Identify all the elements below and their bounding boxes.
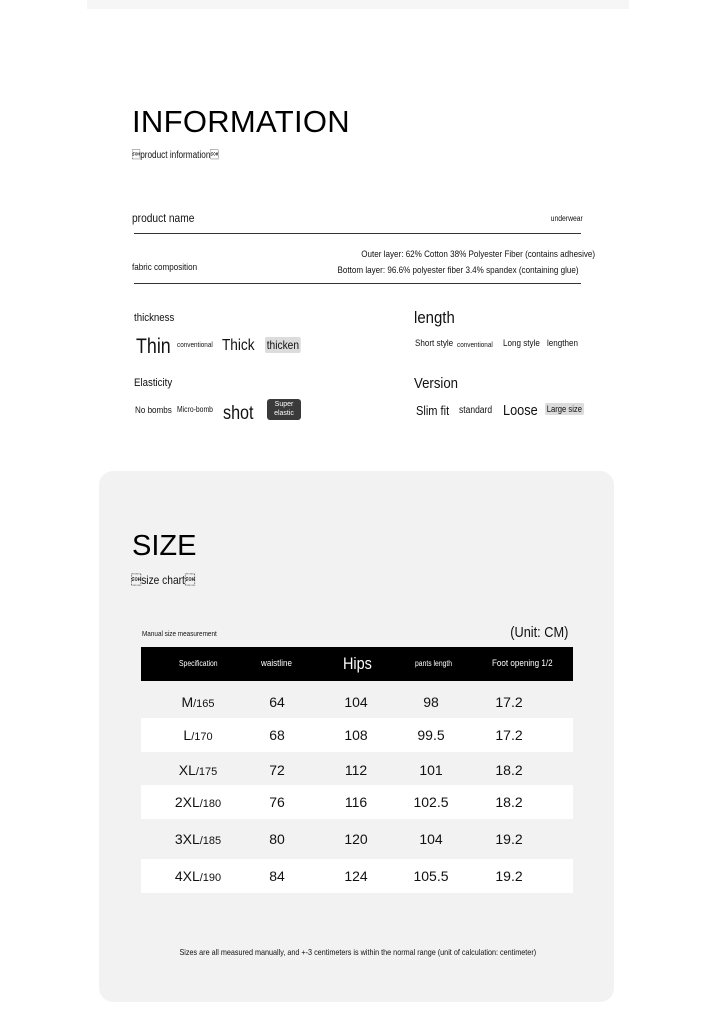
- cell-waist: 80: [269, 831, 285, 847]
- table-row: [141, 753, 573, 787]
- cell-hips: 124: [344, 868, 368, 884]
- cell-hips: 112: [344, 762, 368, 778]
- information-subtitle: product information: [132, 150, 219, 161]
- table-row: [141, 685, 573, 719]
- divider: [134, 233, 581, 234]
- cell-waist: 72: [269, 762, 285, 778]
- table-row: [141, 859, 573, 893]
- size-subtitle: size chart: [131, 573, 196, 587]
- version-option-slim-fit: Slim fit: [416, 403, 450, 418]
- divider: [134, 283, 581, 284]
- unit-label: (Unit: CM): [509, 624, 568, 641]
- cell-foot: 17.2: [495, 727, 523, 743]
- header-pants-length: pants length: [415, 659, 453, 668]
- table-row: [141, 822, 573, 856]
- elasticity-option-micro-bomb: Micro-bomb: [177, 405, 213, 414]
- cell-waist: 76: [269, 794, 285, 810]
- top-divider-bar: [87, 0, 629, 9]
- table-row: [141, 785, 573, 819]
- cell-hips: 116: [344, 794, 368, 810]
- elasticity-option-super-elastic-badge: [267, 399, 301, 420]
- cell-size: L/170: [183, 727, 213, 743]
- product-name-value: underwear: [550, 214, 583, 223]
- fabric-bottom-layer: Bottom layer: 96.6% polyester fiber 3.4% spandex (containing glue): [337, 265, 579, 276]
- cell-length: 104: [419, 831, 443, 847]
- length-title: length: [414, 308, 455, 327]
- cell-length: 98: [423, 694, 439, 710]
- elasticity-title: Elasticity: [134, 377, 173, 389]
- cell-size: 4XL/190: [174, 868, 222, 884]
- cell-hips: 120: [344, 831, 368, 847]
- thickness-option-thicken: thicken: [266, 338, 300, 352]
- thickness-option-thin: Thin: [136, 335, 171, 358]
- cell-length: 102.5: [413, 794, 449, 810]
- length-option-short: Short style: [415, 338, 454, 349]
- thickness-option-conventional: conventional: [177, 340, 213, 349]
- cell-foot: 18.2: [495, 794, 523, 810]
- cell-size: XL/175: [178, 762, 218, 778]
- cell-waist: 64: [269, 694, 285, 710]
- length-option-conventional: conventional: [457, 340, 493, 349]
- cell-hips: 108: [344, 727, 368, 743]
- cell-length: 105.5: [413, 868, 449, 884]
- table-row: [141, 718, 573, 752]
- cell-foot: 18.2: [495, 762, 523, 778]
- fabric-composition-label: fabric composition: [132, 262, 198, 273]
- manual-measurement-label: Manual size measurement: [142, 629, 217, 638]
- length-option-lengthen: lengthen: [547, 338, 578, 349]
- size-note: [0, 947, 716, 957]
- size-title: SIZE: [132, 530, 197, 562]
- size-table-header: [141, 647, 573, 681]
- length-option-long: Long style: [503, 338, 540, 349]
- cell-hips: 104: [344, 694, 368, 710]
- thickness-option-thick: Thick: [222, 337, 255, 354]
- header-hips: Hips: [343, 654, 372, 673]
- product-name-label: product name: [132, 211, 195, 225]
- cell-size: 2XL/180: [174, 794, 222, 810]
- cell-size: 3XL/185: [174, 831, 222, 847]
- elasticity-option-shot: shot: [223, 403, 254, 424]
- size-note-text: Sizes are all measured manually, and +-3 centimeters is within the normal range (unit of calculation: centimeter): [179, 947, 537, 957]
- version-option-large-size: Large size: [546, 404, 583, 414]
- elasticity-option-no-bombs: No bombs: [135, 405, 172, 416]
- cell-length: 99.5: [417, 727, 445, 743]
- fabric-outer-layer: Outer layer: 62% Cotton 38% Polyester Fiber (contains adhesive): [361, 249, 595, 260]
- cell-waist: 68: [269, 727, 285, 743]
- version-option-loose: Loose: [503, 402, 538, 419]
- header-foot-opening: Foot opening 1/2: [492, 658, 553, 669]
- cell-length: 101: [419, 762, 443, 778]
- thickness-title: thickness: [134, 312, 175, 324]
- cell-waist: 84: [269, 868, 285, 884]
- elasticity-option-super: Super: [274, 401, 294, 408]
- cell-foot: 17.2: [495, 694, 523, 710]
- version-option-standard: standard: [459, 405, 493, 416]
- cell-foot: 19.2: [495, 831, 523, 847]
- cell-size: M/165: [181, 694, 215, 710]
- information-title: INFORMATION: [132, 104, 350, 139]
- elasticity-option-elastic: elastic: [274, 410, 294, 417]
- header-specification: Specification: [179, 659, 218, 668]
- header-waistline: waistline: [261, 658, 292, 669]
- version-title: Version: [414, 375, 459, 392]
- cell-foot: 19.2: [495, 868, 523, 884]
